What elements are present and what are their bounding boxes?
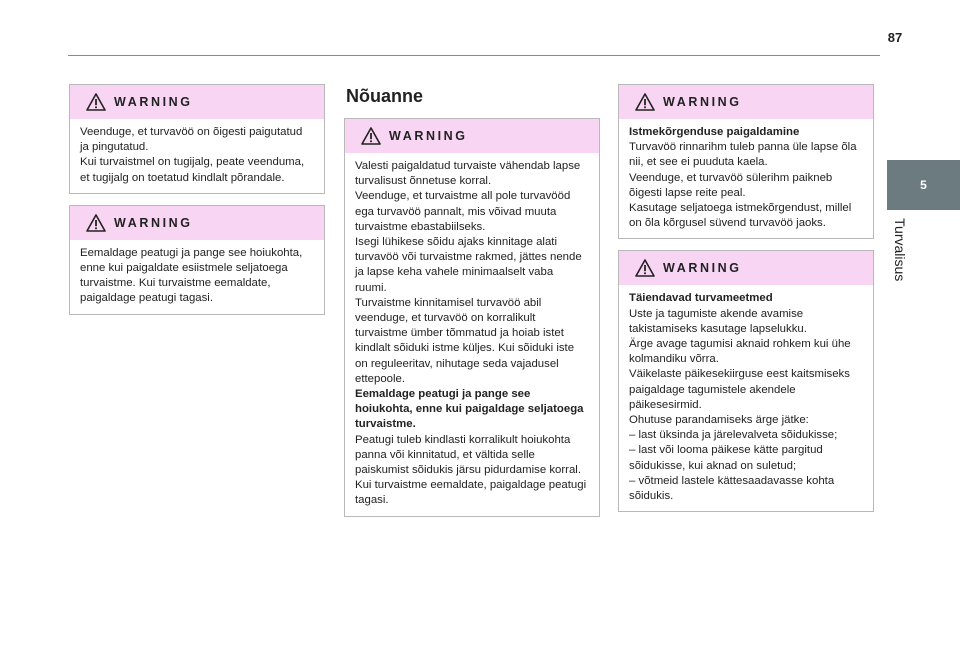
warning-header (619, 251, 873, 285)
text-line: Turvavöö rinnarihm tuleb panna üle lapse õla (629, 141, 857, 154)
warning-box (344, 118, 600, 517)
text-line: turvaistme ebastabiilseks. (355, 220, 486, 233)
text-line: ega turvavöö pannalt, mis võivad muuta (355, 205, 557, 218)
warning-title: WARNING (663, 261, 742, 276)
warning-body (345, 153, 599, 516)
text-line: Kui turvaistme eemaldate, paigaldage peatugi (355, 479, 587, 492)
warning-title: WARNING (663, 95, 742, 109)
text-line: Valesti paigaldatud turvaiste vähendab lapse (355, 160, 581, 172)
warning-heading: Istmekõrgenduse paigaldamine (629, 126, 800, 138)
text-line: Ohutuse parandamiseks ärge jätke: (629, 414, 809, 427)
bold-text-line: turvaistme. (355, 418, 416, 431)
warning-title: WARNING (114, 215, 193, 230)
text-line: on õla kõrgusel süvend turvavöö jaoks. (629, 217, 826, 230)
text-line: kolmandiku võrra. (629, 353, 719, 366)
text-line: Kasutage seljatoega istmekõrgendust, millel (629, 202, 852, 215)
text-line: ja lapse keha vahele minimaalselt vaba (355, 266, 554, 279)
warning-body (70, 119, 324, 193)
warning-triangle-icon (86, 214, 106, 232)
text-line: Veenduge, et turvavöö sülerihm paikneb (629, 171, 833, 184)
text-line: tagasi. (355, 494, 389, 507)
text-line: sõidukisse, kui aknad on suletud; (629, 459, 797, 472)
text-line: et tugijalg on toetatud kindlalt põrandale. (80, 171, 285, 184)
warning-title: WARNING (389, 129, 468, 143)
text-line: paiskumist sõidukis järsu pidurdamise korral. (355, 464, 581, 477)
text-line: kindlalt sõiduki istme küljes. Kui sõiduki iste (355, 342, 575, 355)
text-line: Väikelaste päikesekiirguse eest kaitsmiseks (629, 368, 850, 381)
text-line: Kui turvaistmel on tugijalg, peate veenduma, (80, 156, 305, 169)
warning-triangle-icon (361, 127, 381, 145)
warning-triangle-icon (86, 93, 106, 111)
chapter-title: Turvalisus (892, 218, 908, 282)
text-line: Eemaldage peatugi ja pange see hoiukohta, (80, 246, 303, 259)
text-line: paigaldage peatugi tagasi. (80, 292, 214, 305)
warning-triangle-icon (635, 93, 655, 111)
bold-text-line: hoiukohta, enne kui paigaldage seljatoega (355, 403, 584, 416)
section-title: Nõuanne (346, 86, 424, 106)
column-2 (344, 84, 600, 528)
text-line: Ärge avage tagumisi aknaid rohkem kui ühe (629, 338, 851, 351)
text-line: Veenduge, et turvavöö on õigesti paigutatud (80, 126, 303, 138)
text-line: päikesesirmid. (629, 398, 702, 411)
warning-body (70, 240, 324, 314)
text-line: õigesti lapse reite peal. (629, 186, 746, 199)
text-line: ja pingutatud. (80, 141, 149, 154)
text-line: turvavöö või turvaistme rakmed, jättes nende (355, 251, 582, 264)
warning-header (619, 85, 873, 119)
text-line: takistamiseks kasutage lapselukku. (629, 322, 807, 335)
text-line: – last üksinda ja järelevalveta sõidukisse; (629, 429, 838, 442)
text-line: Peatugi tuleb kindlasti korralikult hoiukohta (355, 433, 571, 446)
text-line: – last või looma päikese kätte pargitud (629, 444, 823, 457)
text-line: veenduge, et turvavöö on korralikult (355, 312, 536, 325)
warning-body (619, 285, 873, 511)
warning-box (618, 250, 874, 512)
column-1 (69, 84, 325, 326)
warning-header (70, 206, 324, 240)
page-number: 87 (887, 30, 903, 45)
warning-triangle-icon (635, 259, 655, 277)
text-line: turvaistme ümber tõmmatud ja hoiab istet (355, 327, 564, 340)
text-line: Veenduge, et turvaistme all pole turvavööd (355, 190, 571, 203)
warning-box (69, 84, 325, 194)
column-3 (618, 84, 874, 523)
text-line: ruumi. (355, 281, 387, 294)
text-line: ettepoole. (355, 372, 406, 385)
text-line: Isegi lühikese sõidu ajaks kinnitage alati (355, 236, 557, 249)
chapter-number: 5 (920, 178, 927, 192)
warning-title: WARNING (114, 95, 193, 109)
top-rule (68, 55, 880, 56)
warning-header (70, 85, 324, 119)
text-line: – võtmeid lastele kättesaadavasse kohta (629, 474, 835, 487)
text-line: on reguleeritav, nihutage seda vajadusel (355, 357, 559, 370)
warning-heading: Täiendavad turvameetmed (629, 292, 773, 305)
text-line: turvaistme. Kui turvaistme eemaldate, (80, 277, 271, 290)
text-line: nii, et see ei puuduta kaela. (629, 156, 768, 169)
text-line: Turvaistme kinnitamisel turvavöö abil (355, 296, 542, 309)
warning-body (619, 119, 873, 238)
text-line: panna või kinnitatud, et vältida selle (355, 448, 535, 461)
warning-header (345, 119, 599, 153)
text-line: paigaldage tagumistele akendele (629, 383, 796, 396)
warning-box (69, 205, 325, 315)
bold-text-line: Eemaldage peatugi ja pange see (355, 388, 531, 401)
text-line: Uste ja tagumiste akende avamise (629, 307, 804, 320)
chapter-tab[interactable] (887, 160, 960, 210)
warning-box (618, 84, 874, 239)
text-line: sõidukis. (629, 490, 674, 503)
text-line: enne kui paigaldate esiistmele seljatoega (80, 262, 288, 275)
text-line: turvalisust õnnetuse korral. (355, 175, 492, 188)
